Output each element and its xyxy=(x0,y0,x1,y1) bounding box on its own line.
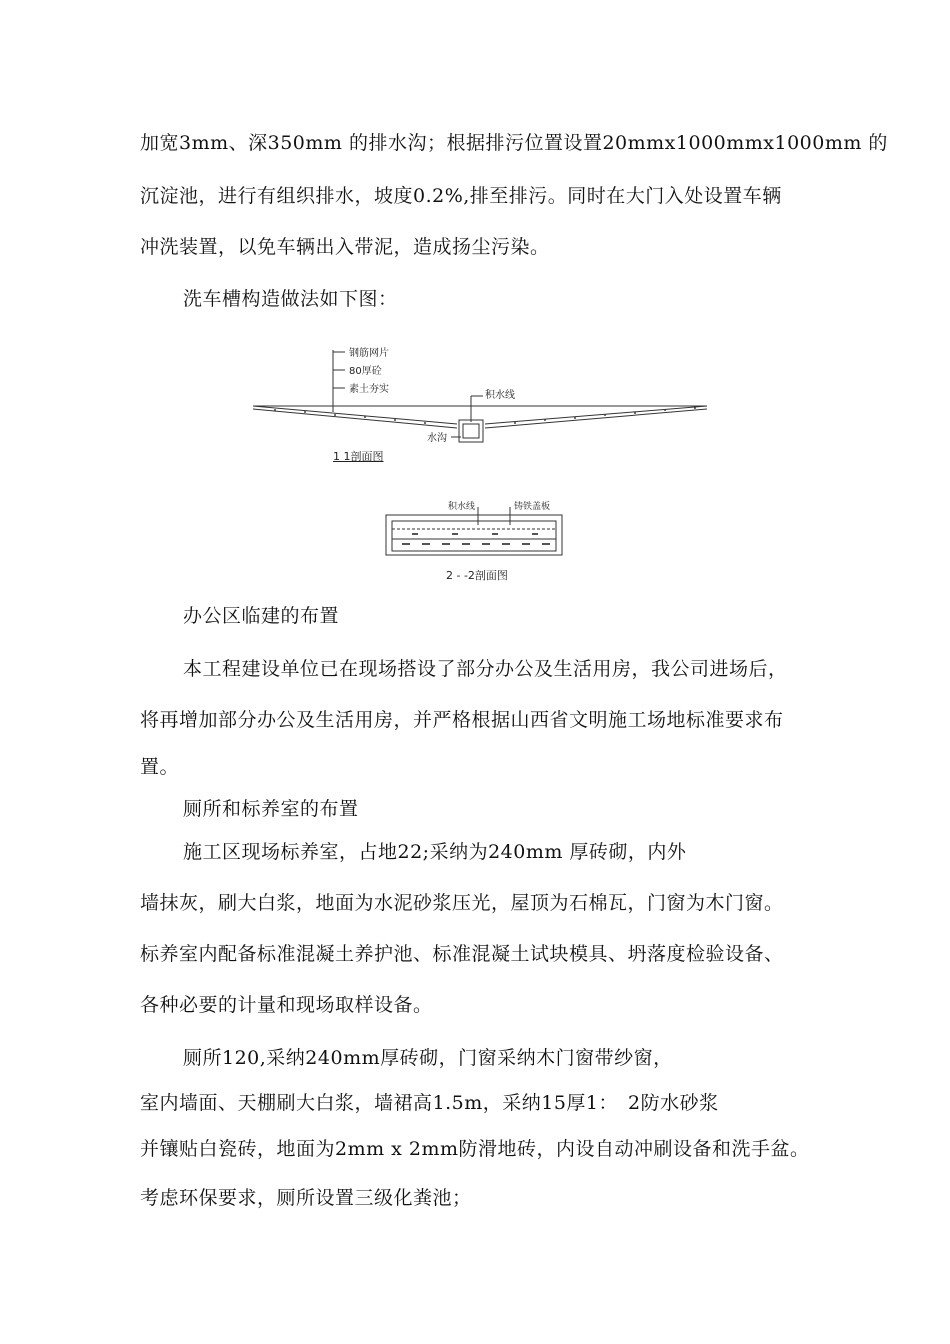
label-waterline-2: 积水线 xyxy=(448,502,476,512)
paragraph-line: 考虑环保要求，厕所设置三级化粪池； xyxy=(140,1187,472,1209)
paragraph-line: 置。 xyxy=(140,756,180,778)
paragraph-line: 室内墙面、天棚刷大白浆，墙裙高1.5m，采纳15厚1： 2防水砂浆 xyxy=(140,1092,719,1114)
caption-section-1-1: 1 1剖面图 xyxy=(333,450,384,463)
paragraph-line: 沉淀池，进行有组织排水，坡度0.2%,排至排污。同时在大门入处设置车辆 xyxy=(140,185,782,207)
paragraph-line: 标养室内配备标准混凝土养护池、标准混凝土试块模具、坍落度检验设备、 xyxy=(140,943,784,965)
paragraph-line: 各种必要的计量和现场取样设备。 xyxy=(140,994,433,1016)
section-heading-office: 办公区临建的布置 xyxy=(183,605,340,627)
figure-intro: 洗车槽构造做法如下图： xyxy=(183,288,398,310)
paragraph-line: 将再增加部分办公及生活用房，并严格根据山西省文明施工场地标准要求布 xyxy=(140,709,784,731)
caption-section-2-2: 2 - -2剖面图 xyxy=(446,569,508,582)
label-ditch: 水沟 xyxy=(427,433,447,444)
paragraph-line: 厕所120,采纳240mm厚砖砌，门窗采纳木门窗带纱窗， xyxy=(183,1047,673,1069)
paragraph-line: 并镶贴白瓷砖，地面为2mm x 2mm防滑地砖，内设自动冲刷设备和洗手盆。 xyxy=(140,1138,810,1160)
paragraph-line: 施工区现场标养室，占地22;采纳为240mm 厚砖砌，内外 xyxy=(183,841,687,863)
label-cover-plate: 铸铁盖板 xyxy=(514,502,551,512)
paragraph-line: 本工程建设单位已在现场搭设了部分办公及生活用房，我公司进场后， xyxy=(183,658,788,680)
paragraph-line: 墙抹灰，刷大白浆，地面为水泥砂浆压光，屋顶为石棉瓦，门窗为木门窗。 xyxy=(140,892,784,914)
label-soil: 素土夯实 xyxy=(349,384,389,395)
section-heading-toilet: 厕所和标养室的布置 xyxy=(183,798,359,820)
section-2-2-figure xyxy=(378,495,578,567)
section-1-1-figure xyxy=(245,340,715,470)
label-concrete: 80厚砼 xyxy=(349,366,382,377)
label-waterline: 积水线 xyxy=(485,390,515,401)
label-mesh: 钢筋网片 xyxy=(349,348,389,359)
paragraph-line: 冲洗装置，以免车辆出入带泥，造成扬尘污染。 xyxy=(140,236,550,258)
paragraph-line: 加宽3mm、深350mm 的排水沟；根据排污位置设置20mmx1000mmx1000mm 的 xyxy=(140,132,888,154)
